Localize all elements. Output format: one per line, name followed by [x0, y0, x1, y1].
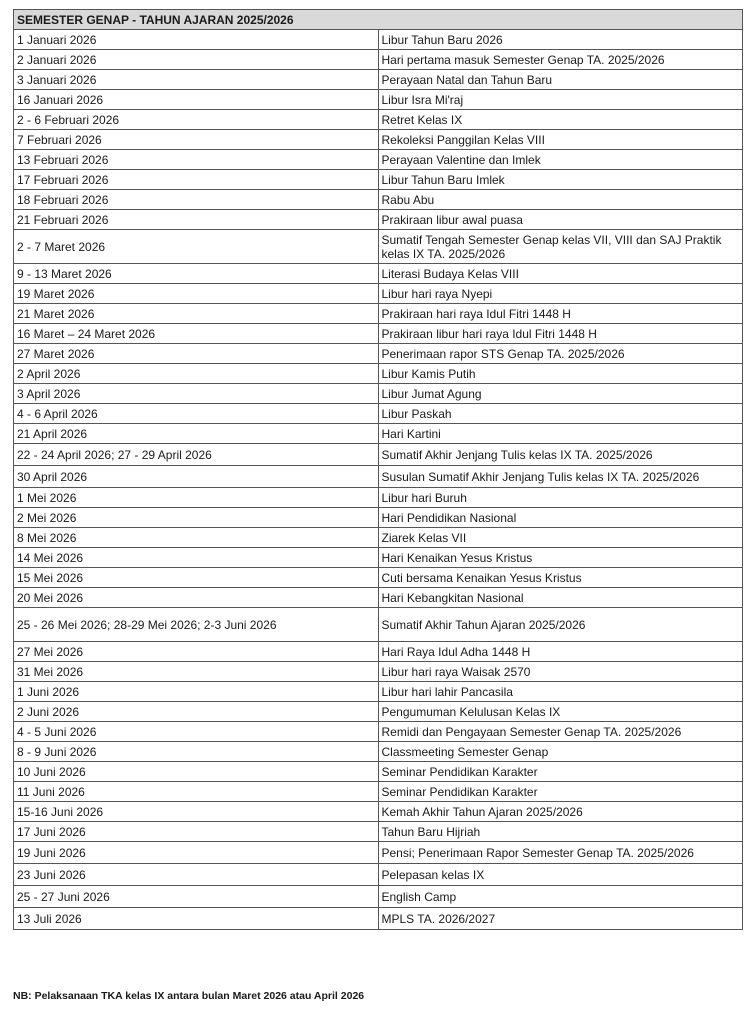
date-cell: 15-16 Juni 2026 [14, 802, 379, 822]
schedule-table [13, 9, 743, 930]
event-cell: Libur hari Buruh [378, 488, 743, 508]
table-row [14, 908, 743, 930]
event-cell: Seminar Pendidikan Karakter [378, 762, 743, 782]
table-row [14, 588, 743, 608]
event-cell: Sumatif Akhir Jenjang Tulis kelas IX TA. 2025/2026 [378, 444, 743, 466]
table-row [14, 210, 743, 230]
date-cell: 2 April 2026 [14, 364, 379, 384]
table-header-row [14, 10, 743, 30]
date-cell: 23 Juni 2026 [14, 864, 379, 886]
date-cell: 25 - 27 Juni 2026 [14, 886, 379, 908]
date-cell: 14 Mei 2026 [14, 548, 379, 568]
event-cell: Libur Kamis Putih [378, 364, 743, 384]
table-row [14, 548, 743, 568]
event-cell: Libur Tahun Baru 2026 [378, 30, 743, 50]
event-cell: English Camp [378, 886, 743, 908]
date-cell: 19 Maret 2026 [14, 284, 379, 304]
table-row [14, 568, 743, 588]
table-row [14, 150, 743, 170]
table-row [14, 70, 743, 90]
table-row [14, 608, 743, 642]
date-cell: 1 Januari 2026 [14, 30, 379, 50]
event-cell: Prakiraan libur hari raya Idul Fitri 1448 H [378, 324, 743, 344]
event-cell: Penerimaan rapor STS Genap TA. 2025/2026 [378, 344, 743, 364]
table-row [14, 170, 743, 190]
date-cell: 4 - 6 April 2026 [14, 404, 379, 424]
table-row [14, 722, 743, 742]
date-cell: 17 Februari 2026 [14, 170, 379, 190]
event-cell: Libur Jumat Agung [378, 384, 743, 404]
event-cell: Libur hari raya Waisak 2570 [378, 662, 743, 682]
date-cell: 3 April 2026 [14, 384, 379, 404]
event-cell: Literasi Budaya Kelas VIII [378, 264, 743, 284]
table-row [14, 190, 743, 210]
event-cell: Seminar Pendidikan Karakter [378, 782, 743, 802]
table-row [14, 802, 743, 822]
event-cell: Libur hari lahir Pancasila [378, 682, 743, 702]
date-cell: 7 Februari 2026 [14, 130, 379, 150]
date-cell: 27 Maret 2026 [14, 344, 379, 364]
date-cell: 21 Februari 2026 [14, 210, 379, 230]
date-cell: 10 Juni 2026 [14, 762, 379, 782]
table-row [14, 424, 743, 444]
event-cell: Pelepasan kelas IX [378, 864, 743, 886]
table-row [14, 264, 743, 284]
footnote: NB: Pelaksanaan TKA kelas IX antara bulan Maret 2026 atau April 2026 [13, 990, 365, 1002]
date-cell: 25 - 26 Mei 2026; 28-29 Mei 2026; 2-3 Juni 2026 [14, 608, 379, 642]
table-row [14, 528, 743, 548]
date-cell: 9 - 13 Maret 2026 [14, 264, 379, 284]
date-cell: 2 Juni 2026 [14, 702, 379, 722]
date-cell: 1 Mei 2026 [14, 488, 379, 508]
event-cell: Libur Paskah [378, 404, 743, 424]
event-cell: Classmeeting Semester Genap [378, 742, 743, 762]
event-cell: Sumatif Akhir Tahun Ajaran 2025/2026 [378, 608, 743, 642]
table-row [14, 842, 743, 864]
date-cell: 3 Januari 2026 [14, 70, 379, 90]
event-cell: Hari Kartini [378, 424, 743, 444]
table-row [14, 304, 743, 324]
event-cell: Hari Pendidikan Nasional [378, 508, 743, 528]
date-cell: 20 Mei 2026 [14, 588, 379, 608]
table-row [14, 662, 743, 682]
date-cell: 27 Mei 2026 [14, 642, 379, 662]
date-cell: 19 Juni 2026 [14, 842, 379, 864]
event-cell: Hari Kenaikan Yesus Kristus [378, 548, 743, 568]
event-cell: Pengumuman Kelulusan Kelas IX [378, 702, 743, 722]
table-row [14, 742, 743, 762]
table-row [14, 284, 743, 304]
event-cell: Rabu Abu [378, 190, 743, 210]
date-cell: 15 Mei 2026 [14, 568, 379, 588]
table-row [14, 886, 743, 908]
table-row [14, 822, 743, 842]
event-cell: Perayaan Natal dan Tahun Baru [378, 70, 743, 90]
table-row [14, 30, 743, 50]
table-row [14, 344, 743, 364]
event-cell: Hari pertama masuk Semester Genap TA. 2025/2026 [378, 50, 743, 70]
date-cell: 8 - 9 Juni 2026 [14, 742, 379, 762]
event-cell: Pensi; Penerimaan Rapor Semester Genap TA. 2025/2026 [378, 842, 743, 864]
date-cell: 1 Juni 2026 [14, 682, 379, 702]
table-row [14, 508, 743, 528]
table-row [14, 488, 743, 508]
date-cell: 22 - 24 April 2026; 27 - 29 April 2026 [14, 444, 379, 466]
event-cell: Sumatif Tengah Semester Genap kelas VII, VIII dan SAJ Praktik kelas IX TA. 2025/2026 [378, 230, 743, 264]
table-row [14, 782, 743, 802]
date-cell: 31 Mei 2026 [14, 662, 379, 682]
event-cell: Prakiraan libur awal puasa [378, 210, 743, 230]
table-row [14, 324, 743, 344]
table-row [14, 230, 743, 264]
table-row [14, 682, 743, 702]
date-cell: 21 April 2026 [14, 424, 379, 444]
event-cell: Retret Kelas IX [378, 110, 743, 130]
date-cell: 2 Mei 2026 [14, 508, 379, 528]
table-row [14, 642, 743, 662]
table-row [14, 50, 743, 70]
event-cell: Hari Raya Idul Adha 1448 H [378, 642, 743, 662]
table-row [14, 466, 743, 488]
table-title: SEMESTER GENAP - TAHUN AJARAN 2025/2026 [14, 10, 743, 30]
date-cell: 4 - 5 Juni 2026 [14, 722, 379, 742]
event-cell: Libur Isra Mi'raj [378, 90, 743, 110]
date-cell: 21 Maret 2026 [14, 304, 379, 324]
date-cell: 13 Juli 2026 [14, 908, 379, 930]
date-cell: 18 Februari 2026 [14, 190, 379, 210]
event-cell: Remidi dan Pengayaan Semester Genap TA. 2025/2026 [378, 722, 743, 742]
event-cell: MPLS TA. 2026/2027 [378, 908, 743, 930]
event-cell: Rekoleksi Panggilan Kelas VIII [378, 130, 743, 150]
table-row [14, 90, 743, 110]
event-cell: Ziarek Kelas VII [378, 528, 743, 548]
event-cell: Cuti bersama Kenaikan Yesus Kristus [378, 568, 743, 588]
table-row [14, 130, 743, 150]
date-cell: 2 Januari 2026 [14, 50, 379, 70]
table-row [14, 110, 743, 130]
event-cell: Hari Kebangkitan Nasional [378, 588, 743, 608]
event-cell: Libur hari raya Nyepi [378, 284, 743, 304]
table-body [14, 30, 743, 930]
table-row [14, 762, 743, 782]
event-cell: Susulan Sumatif Akhir Jenjang Tulis kelas IX TA. 2025/2026 [378, 466, 743, 488]
date-cell: 30 April 2026 [14, 466, 379, 488]
event-cell: Libur Tahun Baru Imlek [378, 170, 743, 190]
date-cell: 16 Maret – 24 Maret 2026 [14, 324, 379, 344]
event-cell: Tahun Baru Hijriah [378, 822, 743, 842]
date-cell: 13 Februari 2026 [14, 150, 379, 170]
table-row [14, 404, 743, 424]
table-row [14, 702, 743, 722]
table-row [14, 444, 743, 466]
date-cell: 2 - 6 Februari 2026 [14, 110, 379, 130]
table-row [14, 384, 743, 404]
table-row [14, 364, 743, 384]
date-cell: 17 Juni 2026 [14, 822, 379, 842]
date-cell: 8 Mei 2026 [14, 528, 379, 548]
event-cell: Prakiraan hari raya Idul Fitri 1448 H [378, 304, 743, 324]
date-cell: 11 Juni 2026 [14, 782, 379, 802]
date-cell: 16 Januari 2026 [14, 90, 379, 110]
event-cell: Kemah Akhir Tahun Ajaran 2025/2026 [378, 802, 743, 822]
event-cell: Perayaan Valentine dan Imlek [378, 150, 743, 170]
date-cell: 2 - 7 Maret 2026 [14, 230, 379, 264]
table-row [14, 864, 743, 886]
